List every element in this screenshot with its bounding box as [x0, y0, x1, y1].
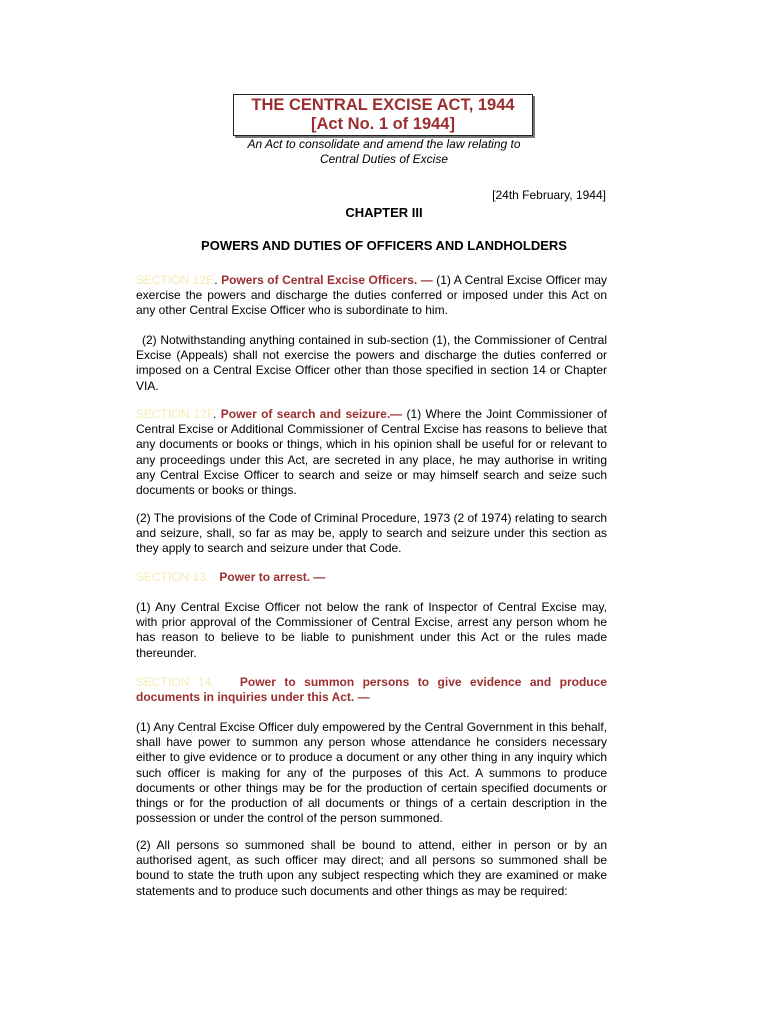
- section-13-para-1: (1) Any Central Excise Officer not below the rank of Inspector of Central Excise may, with prior approval of the Commissioner of Central Excise, arrest any person whom he has reason to believe to be liable to punishment under this Act or the rules made thereunder.: [136, 600, 607, 660]
- section-12e-para-1: SECTION 12E. Powers of Central Excise Officers. — (1) A Central Excise Officer may exercise the powers and discharge the duties conferred or imposed under this Act on any other Central Excise Officer who is subordinate to him.: [136, 273, 608, 318]
- section-13-heading: Power to arrest. —: [219, 570, 326, 584]
- section-12e-para-2: (2) Notwithstanding anything contained in sub-section (1), the Commissioner of Central Excise (Appeals) shall not exercise the powers and discharge the duties conferred or imposed on a Central Excise Officer other than those specified in section 14 or Chapter VIA.: [136, 333, 607, 393]
- section-14-heading-line: [136, 675, 607, 705]
- section-13-ref: SECTION 13.: [136, 570, 210, 584]
- chapter-number: CHAPTER III: [345, 205, 423, 220]
- act-number: [Act No. 1 of 1944]: [311, 115, 455, 133]
- section-13-heading-line: [136, 570, 607, 585]
- act-description-line1: An Act to consolidate and amend the law relating to: [247, 137, 521, 151]
- section-14-ref: SECTION 14.: [136, 675, 215, 689]
- section-14-heading: Power to summon persons to give evidence and produce documents in inquiries under this Act. —: [136, 675, 607, 705]
- section-12f-ref: SECTION 12F: [136, 407, 214, 421]
- section-12f-heading: Power of search and seizure.—: [220, 407, 403, 421]
- act-date: [24th February, 1944]: [492, 188, 606, 202]
- act-title: THE CENTRAL EXCISE ACT, 1944: [251, 96, 515, 114]
- section-12e-ref: SECTION 12E: [136, 273, 215, 287]
- act-description-line2: Central Duties of Excise: [319, 152, 449, 166]
- section-12f-para-2: (2) The provisions of the Code of Criminal Procedure, 1973 (2 of 1974) relating to search and seizure, shall, so far as may be, apply to search and seizure under this section as they apply to search and seizure under that Code.: [136, 511, 607, 556]
- section-12e-heading: Powers of Central Excise Officers. —: [221, 273, 433, 287]
- section-12f-para-1: SECTION 12F. Power of search and seizure.— (1) Where the Joint Commissioner of Central Excise or Additional Commissioner of Central Excise has reasons to believe that any documents or books or things, which in his opinion shall be useful for or relevant to any proceedings under this Act, are secreted in any place, he may authorise in writing any Central Excise Officer to search and seize or may himself search and seize such documents or books or things.: [136, 407, 607, 498]
- act-title-box: [233, 94, 533, 136]
- chapter-title: POWERS AND DUTIES OF OFFICERS AND LANDHOLDERS: [201, 238, 567, 253]
- act-description: [200, 137, 568, 167]
- section-14-para-1: (1) Any Central Excise Officer duly empowered by the Central Government in this behalf, shall have power to summon any person whose attendance he considers necessary either to give evidence or to produce a document or any other thing in any inquiry which such officer is making for any of the purposes of this Act. A summons to produce documents or other things may be for the production of certain specified documents or things or for the production of all documents or things of a certain description in the possession or under the control of the person summoned.: [136, 720, 607, 826]
- section-14-para-2: (2) All persons so summoned shall be bound to attend, either in person or by an authorised agent, as such officer may direct; and all persons so summoned shall be bound to state the truth upon any subject respecting which they are examined or make statements and to produce such documents and other things as may be required:: [136, 838, 607, 898]
- section-12e-text-1: (1) A Central Excise Officer may exercise the powers and discharge the duties conferred or imposed under this Act on any other Central Excise Officer who is subordinate to him.: [136, 273, 608, 318]
- section-12f-text-1: (1) Where the Joint Commissioner of Central Excise or Additional Commissioner of Central Excise has reasons to believe that any documents or books or things, which in his opinion shall be useful for or relevant to any proceedings under this Act, are secreted in any place, he may authorise in writing any Central Excise Officer to search and seize or may himself search and seize such documents or books or things.: [136, 407, 607, 498]
